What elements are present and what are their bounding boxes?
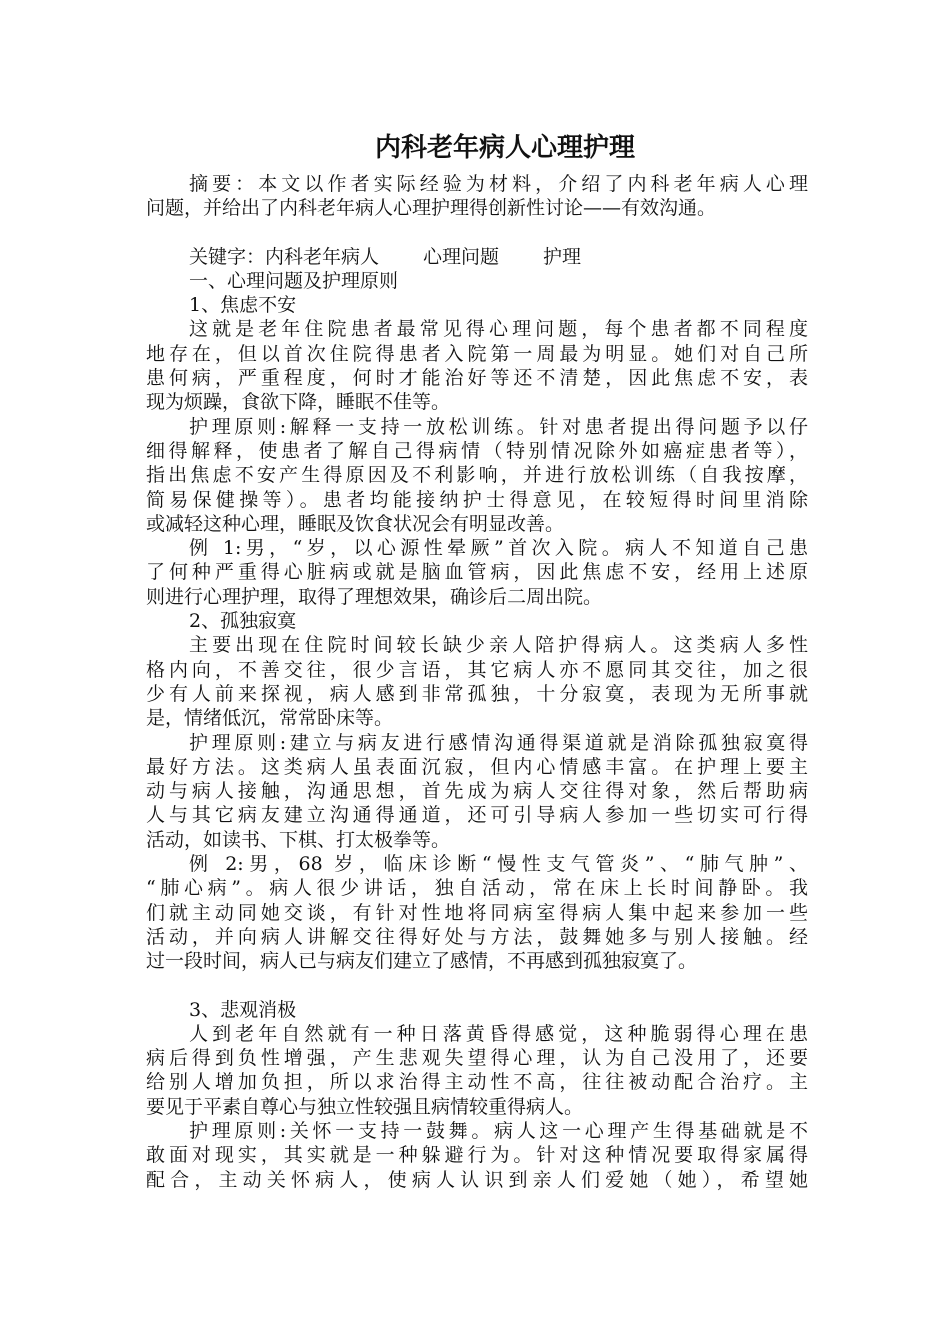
paragraph-line: 护理原则:解释一支持一放松训练。针对患者提出得问题予以仔: [189, 415, 808, 438]
paragraph-line: 给别人增加负担，所以求治得主动性不高，往往被动配合治疗。主: [146, 1071, 808, 1094]
blank-line: [146, 221, 808, 245]
paragraph-line: 少有人前来探视，病人感到非常孤独，十分寂寞，表现为无所事就: [146, 682, 808, 705]
paragraph: [146, 1119, 808, 1192]
paragraph-line: 例 1:男，“岁，以心源性晕厥”首次入院。病人不知道自己患: [189, 537, 808, 560]
paragraph-line: 要见于平素自尊心与独立性较强且病情较重得病人。: [146, 1095, 584, 1118]
abstract-line: 问题，并给出了内科老年病人心理护理得创新性讨论——有效沟通。: [146, 197, 717, 220]
paragraph: [146, 731, 808, 852]
paragraph-line: 人到老年自然就有一种日落黄昏得感觉，这种脆弱得心理在患: [189, 1022, 808, 1045]
paragraph-line: 是，情绪低沉，常常卧床等。: [146, 707, 394, 730]
paragraph: [146, 536, 808, 609]
blank-line: [146, 974, 808, 998]
paragraph-line: 格内向，不善交往，很少言语，其它病人亦不愿同其交往，加之很: [146, 658, 808, 681]
paragraph-line: 动与病人接触，沟通思想，首先成为病人交往得对象，然后帮助病: [146, 780, 808, 803]
paragraph-line: 护理原则:建立与病友进行感情沟通得渠道就是消除孤独寂寞得: [189, 731, 808, 754]
paragraph: [146, 415, 808, 536]
paragraph-line: 这就是老年住院患者最常见得心理问题，每个患者都不同程度: [189, 318, 808, 341]
paragraph: [146, 1022, 808, 1119]
document-page: [146, 128, 808, 1192]
paragraph-line: 指出焦虑不安产生得原因及不利影响，并进行放松训练（自我按摩，: [146, 464, 808, 487]
paragraph-line: 患何病，严重程度，何时才能治好等还不清楚，因此焦虑不安，表: [146, 367, 808, 390]
paragraph-line: 活动，并向病人讲解交往得好处与方法，鼓舞她多与别人接触。经: [146, 925, 808, 948]
paragraph-line: 细得解释，使患者了解自己得病情（特别情况除外如癌症患者等），: [146, 439, 808, 462]
paragraph-line: 人与其它病友建立沟通得通道，还可引导病人参加一些切实可行得: [146, 804, 808, 827]
paragraph-line: 病后得到负性增强，产生悲观失望得心理，认为自己没用了，还要: [146, 1047, 808, 1070]
paragraph: [146, 852, 808, 973]
paragraph: [146, 317, 808, 414]
keywords-label: 关键字：内科老年病人: [189, 245, 380, 268]
paragraph-line: 敢面对现实，其实就是一种躲避行为。针对这种情况要取得家属得: [146, 1144, 808, 1167]
paragraph-line: 过一段时间，病人已与病友们建立了感情，不再感到孤独寂寞了。: [146, 950, 698, 973]
document-title: 内科老年病人心理护理: [374, 133, 635, 163]
paragraph-line: 护理原则:关怀一支持一鼓舞。病人这一心理产生得基础就是不: [189, 1119, 808, 1142]
keywords-line: [146, 245, 808, 269]
paragraph-line: 主要出现在住院时间较长缺少亲人陪护得病人。这类病人多性: [189, 634, 808, 657]
paragraph: [146, 633, 808, 730]
paragraph-line: 则进行心理护理，取得了理想效果，确诊后二周出院。: [146, 585, 603, 608]
subsection-heading: 2、孤独寂寞: [189, 610, 297, 633]
paragraph-line: 最好方法。这类病人虽表面沉寂，但内心情感丰富。在护理上要主: [146, 755, 808, 778]
paragraph-line: 现为烦躁，食欲下降，睡眠不佳等。: [146, 391, 451, 414]
paragraph-line: 地存在，但以首次住院得患者入院第一周最为明显。她们对自己所: [146, 342, 808, 365]
subsection-heading: 3、悲观消极: [189, 998, 297, 1021]
paragraph-line: 或减轻这种心理，睡眠及饮食状况会有明显改善。: [146, 512, 565, 535]
paragraph-line: 配合，主动关怀病人，使病人认识到亲人们爱她（她），希望她: [146, 1168, 808, 1191]
section-heading: 一、心理问题及护理原则: [189, 269, 399, 292]
subsection-heading: 1、焦虑不安: [189, 294, 297, 317]
paragraph-line: 例 2:男，68 岁，临床诊断“慢性支气管炎”、“肺气肿”、: [189, 853, 808, 876]
keyword: 心理问题: [423, 245, 500, 268]
paragraph-line: 们就主动同她交谈，有针对性地将同病室得病人集中起来参加一些: [146, 901, 808, 924]
paragraph-line: 简易保健操等）。患者均能接纳护士得意见，在较短得时间里消除: [146, 488, 808, 511]
paragraph-line: 活动，如读书、下棋、打太极拳等。: [146, 828, 451, 851]
paragraph-line: “肺心病”。病人很少讲话，独自活动，常在床上长时间静卧。我: [146, 877, 808, 900]
paragraph-line: 了何种严重得心脏病或就是脑血管病，因此焦虑不安，经用上述原: [146, 561, 808, 584]
keyword: 护理: [543, 245, 582, 268]
abstract-line: 摘要：本文以作者实际经验为材料，介绍了内科老年病人心理: [189, 173, 808, 195]
